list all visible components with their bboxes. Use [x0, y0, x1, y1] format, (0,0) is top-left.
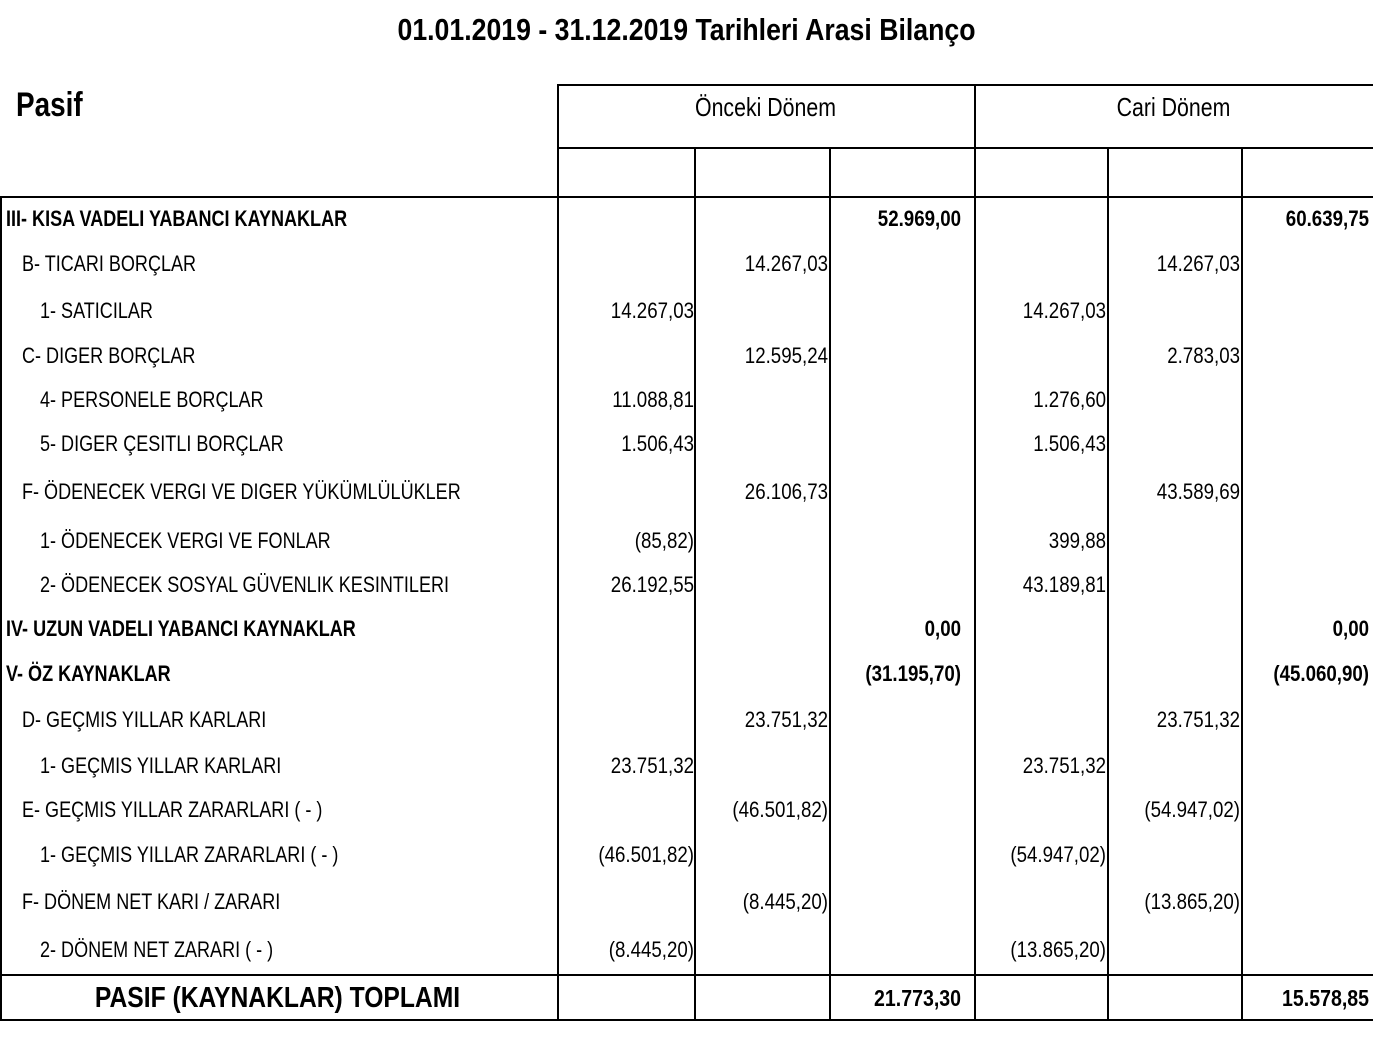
row-label: 2- ÖDENECEK SOSYAL GÜVENLIK KESINTILERI — [40, 572, 450, 597]
row-label: F- DÖNEM NET KARI / ZARARI — [22, 889, 281, 914]
total-previous: 21.773,30 — [874, 985, 961, 1011]
row-label: 1- GEÇMIS YILLAR ZARARLARI ( - ) — [40, 842, 339, 867]
cell-c1: 23.751,32 — [1022, 753, 1106, 778]
cell-p1: (8.445,20) — [608, 937, 694, 962]
cell-c3: 60.639,75 — [1285, 206, 1369, 231]
row-label: 1- ÖDENECEK VERGI VE FONLAR — [40, 528, 331, 553]
cell-p1: 11.088,81 — [612, 387, 694, 412]
cell-c1: (13.865,20) — [1010, 937, 1106, 962]
cell-c2: 2.783,03 — [1167, 343, 1240, 368]
cell-c1: 399,88 — [1048, 528, 1106, 553]
cell-p3: 52.969,00 — [877, 206, 961, 231]
cell-c1: (54.947,02) — [1010, 842, 1106, 867]
cell-p2: (46.501,82) — [732, 797, 828, 822]
cell-p1: (85,82) — [634, 528, 694, 553]
cell-p1: 1.506,43 — [621, 431, 694, 456]
cell-p1: 26.192,55 — [610, 572, 694, 597]
cell-c1: 14.267,03 — [1022, 298, 1106, 323]
cell-p2: 12.595,24 — [744, 343, 828, 368]
row-label: E- GEÇMIS YILLAR ZARARLARI ( - ) — [22, 797, 323, 822]
row-label: V- ÖZ KAYNAKLAR — [6, 661, 171, 686]
row-label: 4- PERSONELE BORÇLAR — [40, 387, 264, 412]
row-label: IV- UZUN VADELI YABANCI KAYNAKLAR — [6, 616, 356, 641]
row-label: D- GEÇMIS YILLAR KARLARI — [22, 707, 267, 732]
cell-c2: 14.267,03 — [1156, 251, 1240, 276]
section-title: Pasif — [16, 86, 83, 124]
cell-p2: (8.445,20) — [742, 889, 828, 914]
total-label: PASIF (KAYNAKLAR) TOPLAMI — [94, 982, 461, 1014]
row-label: 5- DIGER ÇESITLI BORÇLAR — [40, 431, 284, 456]
row-label: F- ÖDENECEK VERGI VE DIGER YÜKÜMLÜLÜKLER — [22, 479, 461, 504]
row-label: C- DIGER BORÇLAR — [22, 343, 196, 368]
cell-p2: 14.267,03 — [744, 251, 828, 276]
cell-c1: 1.276,60 — [1033, 387, 1106, 412]
row-label: B- TICARI BORÇLAR — [22, 251, 197, 276]
row-label: 2- DÖNEM NET ZARARI ( - ) — [40, 937, 274, 962]
row-label: III- KISA VADELI YABANCI KAYNAKLAR — [6, 206, 348, 231]
cell-c2: (54.947,02) — [1144, 797, 1240, 822]
total-current: 15.578,85 — [1282, 985, 1369, 1011]
page-title: 01.01.2019 - 31.12.2019 Tarihleri Arasi Bilanço — [397, 12, 976, 47]
cell-p1: 14.267,03 — [610, 298, 694, 323]
cell-p2: 23.751,32 — [744, 707, 828, 732]
cell-p3: 0,00 — [924, 616, 961, 641]
header-current-period: Cari Dönem — [1116, 92, 1231, 122]
row-label: 1- GEÇMIS YILLAR KARLARI — [40, 753, 282, 778]
cell-p2: 26.106,73 — [744, 479, 828, 504]
cell-c1: 1.506,43 — [1033, 431, 1106, 456]
cell-p1: (46.501,82) — [598, 842, 694, 867]
cell-c1: 43.189,81 — [1022, 572, 1106, 597]
cell-c2: (13.865,20) — [1144, 889, 1240, 914]
row-label: 1- SATICILAR — [40, 298, 153, 323]
cell-c3: (45.060,90) — [1273, 661, 1369, 686]
cell-c2: 43.589,69 — [1156, 479, 1240, 504]
cell-p1: 23.751,32 — [610, 753, 694, 778]
header-previous-period: Önceki Dönem — [694, 92, 837, 122]
cell-c3: 0,00 — [1332, 616, 1369, 641]
cell-c2: 23.751,32 — [1156, 707, 1240, 732]
cell-p3: (31.195,70) — [865, 661, 961, 686]
